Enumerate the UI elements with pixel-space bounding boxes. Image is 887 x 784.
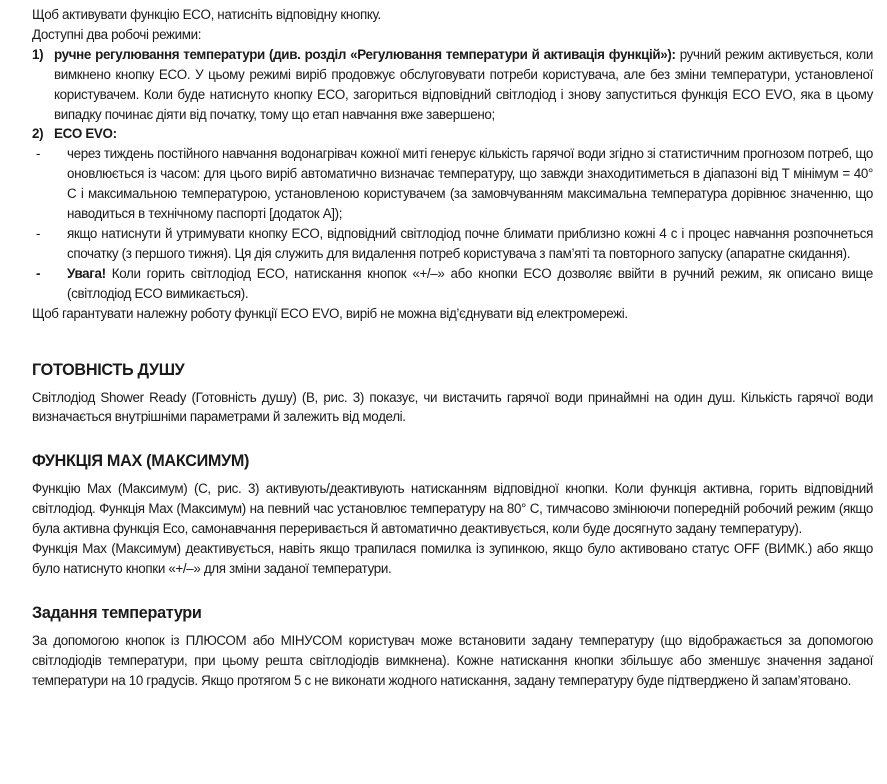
section-paragraph: Світлодіод Shower Ready (Готовність душу) (B, рис. 3) показує, чи вистачить гарячої води принаймні на один душ. Кількість гарячої води визначається внутрішніми параметрами й залежить від моделі. — [32, 389, 873, 425]
section-paragraph: За допомогою кнопок із ПЛЮСОМ або МІНУСОМ користувач може встановити задану температуру (що відображається за допомогою світлодіодів температури, при цьому решта світлодіодів вимкнена). Кожне натискання кнопки збільшує або зменшує значення заданої температури на 10 градусів. Якщо протягом 5 с не виконати жодного натискання, задану температуру буде підтверджено й запам’ятовано. — [32, 632, 873, 688]
dash-bullet-icon: - — [36, 146, 41, 162]
dash-bullet-icon: - — [36, 225, 41, 241]
mode-1-body — [54, 45, 873, 125]
mode-2-title: ECO EVO: — [54, 126, 117, 142]
bullet-text: якщо натиснути й утримувати кнопку ECO, відповідний світлодіод почне блимати приблизно кожні 4 с і процес навчання розпочнеться спочатку (з першого тижня). Ця дія служить для видалення потреб користувача з пам’яті та повторного запуску (апаратне скидання). — [67, 225, 873, 261]
mode-1 — [32, 45, 873, 125]
mode-2-bullet-1 — [32, 144, 873, 224]
section-set-temperature — [32, 602, 873, 691]
mode-2-number: 2) — [32, 126, 44, 142]
mode-2-bullet-3 — [32, 264, 873, 304]
outro-text: Щоб гарантувати належну роботу функції ECO EVO, виріб не можна від’єднувати від електромережі. — [32, 305, 628, 321]
bullet-text: через тиждень постійного навчання водонагрівач кожної миті генерує кількість гарячої води згідно зі статистичним прогнозом потреб, що оновлюється із часом: для цього виріб автоматично визначає температуру, що завжди знаходитиметься в діапазоні від T мінімум = 40° C і максимальною температурою, установленою користувачем (за замовчуванням максимальна температура дорівнює значенню, що наводиться в технічному паспорті [додаток A]); — [67, 146, 873, 222]
mode-2-bullet-2 — [32, 224, 873, 264]
mode-1-text: ручний режим активується, коли вимкнено кнопку ECO. У цьому режимі виріб продовжує обслуговувати потреби користувача, але без зміни температури, установленої користувачем. Коли буде натиснуто кнопку ECO, загориться відповідний світлодіод і знову запуститься функція ECO EVO, яка в цьому випадку починає діяти від початку, тому що етап навчання вже завершено; — [54, 46, 873, 122]
bullet-text — [67, 264, 873, 304]
dash-bullet-icon: - — [36, 265, 41, 281]
section-heading: ГОТОВНІСТЬ ДУШУ — [32, 360, 185, 379]
mode-2 — [32, 124, 873, 144]
intro-line-2: Доступні два робочі режими: — [32, 26, 202, 42]
section-heading: ФУНКЦІЯ MAX (МАКСИМУМ) — [32, 452, 250, 471]
section-max-function — [32, 450, 873, 579]
section-paragraph: Функція Max (Максимум) деактивується, навіть якщо трапилася помилка із зупинкою, якщо було активовано статус OFF (ВИМК.) або якщо було натиснуто кнопки «+/–» для зміни заданої температури. — [32, 541, 873, 576]
warning-label: Увага! — [67, 265, 106, 281]
mode-1-title: ручне регулювання температури (див. розділ «Регулювання температури й активація функцій»): — [54, 46, 676, 62]
section-shower-ready — [32, 359, 873, 428]
warning-text: Коли горить світлодіод ECO, натискання кнопок «+/–» або кнопки ECO дозволяє ввійти в ручний режим, як описано вище (світлодіод ECO вимикається). — [67, 265, 873, 301]
section-heading: Задання температури — [32, 603, 202, 622]
intro-line-1: Щоб активувати функцію ECO, натисніть відповідну кнопку. — [32, 7, 381, 22]
mode-1-number: 1) — [32, 46, 44, 62]
section-paragraph: Функцію Max (Максимум) (C, рис. 3) активують/деактивують натисканням відповідної кнопки. Коли функція активна, горить відповідний світлодіод. Функція Max (Максимум) на певний час установлює температуру на 80° C, тимчасово змінюючи попередній робочий режим (якщо була активна функція Eco, самонавчання переривається й автоматично деактивується, коли буде досягнуто задану температуру). — [32, 481, 873, 537]
